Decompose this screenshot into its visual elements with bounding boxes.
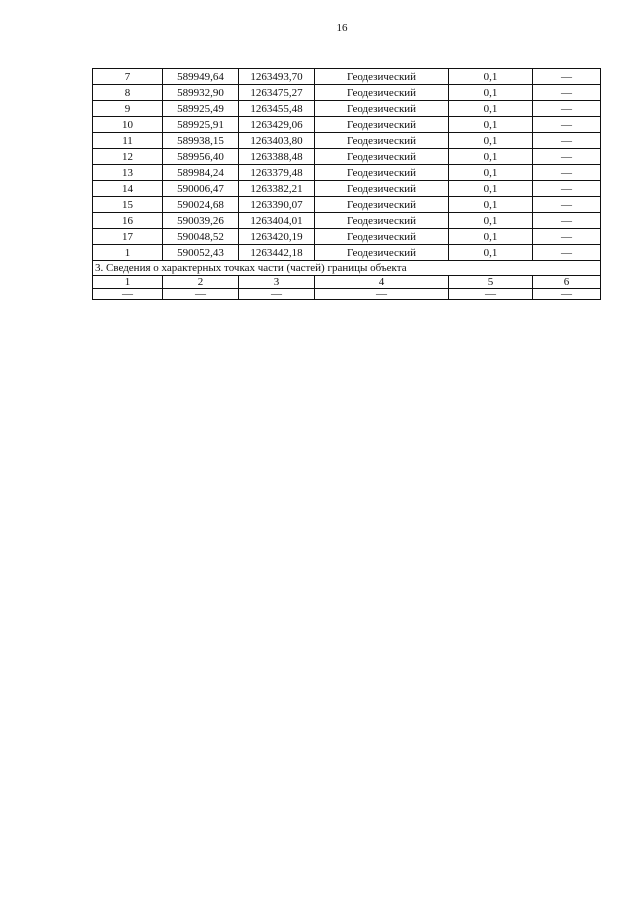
note-cell: —	[533, 149, 601, 165]
method-cell: Геодезический	[315, 85, 449, 101]
point-number-cell: 8	[93, 85, 163, 101]
section3-header-row	[93, 276, 601, 289]
method-cell: Геодезический	[315, 149, 449, 165]
x-coordinate-cell: 589949,64	[163, 69, 239, 85]
accuracy-cell: 0,1	[449, 117, 533, 133]
method-cell: Геодезический	[315, 165, 449, 181]
x-coordinate-cell: 589925,91	[163, 117, 239, 133]
method-cell: Геодезический	[315, 101, 449, 117]
section3-title: 3. Сведения о характерных точках части (частей) границы объекта	[93, 261, 601, 276]
point-number-cell: 12	[93, 149, 163, 165]
note-cell: —	[533, 181, 601, 197]
points-table-body	[93, 69, 601, 261]
table-row	[93, 213, 601, 229]
accuracy-cell: 0,1	[449, 165, 533, 181]
y-coordinate-cell: 1263442,18	[239, 245, 315, 261]
accuracy-cell: 0,1	[449, 213, 533, 229]
dash-cell: —	[315, 289, 449, 300]
point-number-cell: 11	[93, 133, 163, 149]
table-row	[93, 245, 601, 261]
point-number-cell: 13	[93, 165, 163, 181]
y-coordinate-cell: 1263382,21	[239, 181, 315, 197]
accuracy-cell: 0,1	[449, 149, 533, 165]
accuracy-cell: 0,1	[449, 197, 533, 213]
page-number: 16	[336, 22, 348, 34]
method-cell: Геодезический	[315, 117, 449, 133]
dash-cell: —	[93, 289, 163, 300]
y-coordinate-cell: 1263403,80	[239, 133, 315, 149]
y-coordinate-cell: 1263388,48	[239, 149, 315, 165]
y-coordinate-cell: 1263379,48	[239, 165, 315, 181]
section3-empty-row	[93, 289, 601, 300]
x-coordinate-cell: 590039,26	[163, 213, 239, 229]
method-cell: Геодезический	[315, 229, 449, 245]
column-number-cell: 1	[93, 276, 163, 289]
note-cell: —	[533, 101, 601, 117]
accuracy-cell: 0,1	[449, 245, 533, 261]
y-coordinate-cell: 1263475,27	[239, 85, 315, 101]
section3-title-row	[93, 261, 601, 276]
table-row	[93, 197, 601, 213]
x-coordinate-cell: 589932,90	[163, 85, 239, 101]
y-coordinate-cell: 1263390,07	[239, 197, 315, 213]
section3-body	[93, 261, 601, 300]
x-coordinate-cell: 590024,68	[163, 197, 239, 213]
column-number-cell: 3	[239, 276, 315, 289]
note-cell: —	[533, 245, 601, 261]
note-cell: —	[533, 213, 601, 229]
x-coordinate-cell: 590048,52	[163, 229, 239, 245]
method-cell: Геодезический	[315, 181, 449, 197]
column-number-cell: 4	[315, 276, 449, 289]
column-number-cell: 5	[449, 276, 533, 289]
table-row	[93, 181, 601, 197]
table-row	[93, 165, 601, 181]
y-coordinate-cell: 1263493,70	[239, 69, 315, 85]
point-number-cell: 1	[93, 245, 163, 261]
note-cell: —	[533, 117, 601, 133]
dash-cell: —	[533, 289, 601, 300]
x-coordinate-cell: 590052,43	[163, 245, 239, 261]
x-coordinate-cell: 589925,49	[163, 101, 239, 117]
dash-cell: —	[239, 289, 315, 300]
method-cell: Геодезический	[315, 245, 449, 261]
accuracy-cell: 0,1	[449, 69, 533, 85]
point-number-cell: 17	[93, 229, 163, 245]
x-coordinate-cell: 590006,47	[163, 181, 239, 197]
note-cell: —	[533, 229, 601, 245]
note-cell: —	[533, 69, 601, 85]
method-cell: Геодезический	[315, 69, 449, 85]
y-coordinate-cell: 1263420,19	[239, 229, 315, 245]
y-coordinate-cell: 1263455,48	[239, 101, 315, 117]
table-row	[93, 85, 601, 101]
note-cell: —	[533, 165, 601, 181]
table-row	[93, 229, 601, 245]
method-cell: Геодезический	[315, 213, 449, 229]
y-coordinate-cell: 1263404,01	[239, 213, 315, 229]
dash-cell: —	[163, 289, 239, 300]
y-coordinate-cell: 1263429,06	[239, 117, 315, 133]
point-number-cell: 9	[93, 101, 163, 117]
column-number-cell: 6	[533, 276, 601, 289]
x-coordinate-cell: 589984,24	[163, 165, 239, 181]
x-coordinate-cell: 589956,40	[163, 149, 239, 165]
method-cell: Геодезический	[315, 133, 449, 149]
accuracy-cell: 0,1	[449, 229, 533, 245]
note-cell: —	[533, 197, 601, 213]
x-coordinate-cell: 589938,15	[163, 133, 239, 149]
dash-cell: —	[449, 289, 533, 300]
point-number-cell: 15	[93, 197, 163, 213]
point-number-cell: 7	[93, 69, 163, 85]
table-row	[93, 133, 601, 149]
method-cell: Геодезический	[315, 197, 449, 213]
accuracy-cell: 0,1	[449, 181, 533, 197]
column-number-cell: 2	[163, 276, 239, 289]
point-number-cell: 16	[93, 213, 163, 229]
accuracy-cell: 0,1	[449, 85, 533, 101]
accuracy-cell: 0,1	[449, 133, 533, 149]
note-cell: —	[533, 133, 601, 149]
boundary-points-table	[92, 68, 601, 300]
accuracy-cell: 0,1	[449, 101, 533, 117]
point-number-cell: 10	[93, 117, 163, 133]
point-number-cell: 14	[93, 181, 163, 197]
table-row	[93, 149, 601, 165]
table-row	[93, 101, 601, 117]
table-row	[93, 117, 601, 133]
note-cell: —	[533, 85, 601, 101]
table-row	[93, 69, 601, 85]
